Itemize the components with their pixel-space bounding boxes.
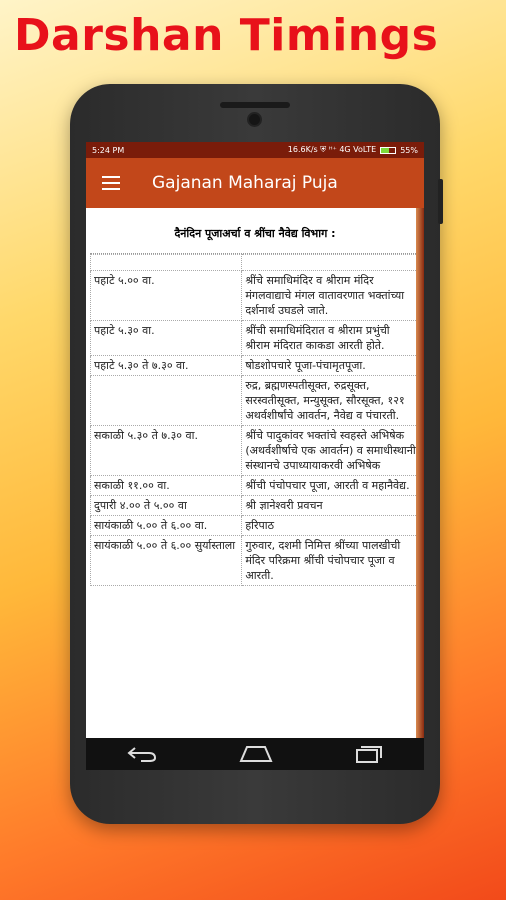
- activity-cell: गुरुवार, दशमी निमित्त श्रींच्या पालखीची मंदिर परिक्रमा श्रींची पंचोपचार पूजा व आरती.: [242, 536, 420, 586]
- activity-cell: श्रींचे समाधिमंदिर व श्रीराम मंदिर मंगलवाद्याचे मंगल वातावरणात भक्तांच्या दर्शनार्थ उघडले जाते.: [242, 271, 420, 321]
- activity-cell: रुद्र, ब्रह्मणस्पतीसूक्त, रुद्रसूक्त, सरस्वतीसूक्त, मन्युसूक्त, सौरसूक्त, १२१ अथर्वशीर्षांचे आवर्तन, नैवेद्य व पंचारती.: [242, 376, 420, 426]
- time-cell: पहाटे ५.०० वा.: [91, 271, 242, 321]
- table-row: [91, 476, 420, 496]
- table-row: [91, 356, 420, 376]
- status-bar: [86, 142, 424, 158]
- time-cell: पहाटे ५.३० वा.: [91, 321, 242, 356]
- time-cell: दुपारी ४.०० ते ५.०० वा: [91, 496, 242, 516]
- status-network: 16.6K/s ⛨ ᴴ⁺ 4G VoLTE: [287, 145, 377, 154]
- activity-cell: श्रींचे पादुकांवर भक्तांचे स्वहस्ते अभिषेक (अथर्वशीर्षाचे एक आवर्तन) व समाधीस्थानी संस्थानचे उपाध्यायाकरवी अभिषेक: [242, 426, 420, 476]
- phone-camera: [247, 112, 262, 127]
- home-icon[interactable]: [238, 745, 274, 763]
- recents-icon[interactable]: [355, 745, 383, 763]
- battery-percent: 55%: [400, 145, 418, 155]
- table-row: [91, 376, 420, 426]
- table-row: [91, 536, 420, 586]
- table-row: [91, 496, 420, 516]
- phone-speaker: [220, 102, 290, 108]
- battery-icon: [380, 147, 396, 154]
- status-indicators: [288, 145, 418, 155]
- table-row: [91, 516, 420, 536]
- activity-cell: श्रींची पंचोपचार पूजा, आरती व महानैवेद्य.: [242, 476, 420, 496]
- table-row: [91, 255, 420, 271]
- battery-fill: [381, 148, 389, 153]
- time-cell: सायंकाळी ५.०० ते ६.०० वा.: [91, 516, 242, 536]
- phone-screen: [86, 142, 424, 770]
- back-icon[interactable]: [127, 746, 157, 762]
- navigation-bar: [86, 738, 424, 770]
- timings-content[interactable]: [86, 208, 424, 738]
- table-row: [91, 321, 420, 356]
- table-row: [91, 426, 420, 476]
- activity-cell: श्री ज्ञानेश्वरी प्रवचन: [242, 496, 420, 516]
- table-row: [91, 271, 420, 321]
- time-cell: सकाळी ११.०० वा.: [91, 476, 242, 496]
- activity-cell: षोडशोपचारे पूजा-पंचामृतपूजा.: [242, 356, 420, 376]
- phone-side-button: [438, 179, 443, 224]
- activity-cell: हरिपाठ: [242, 516, 420, 536]
- time-cell: [91, 376, 242, 426]
- screen-edge-shadow: [416, 208, 424, 738]
- timings-table: [90, 254, 420, 586]
- status-time: 5:24 PM: [92, 145, 125, 155]
- time-cell: सकाळी ५.३० ते ७.३० वा.: [91, 426, 242, 476]
- phone-frame: [70, 84, 440, 824]
- time-cell: पहाटे ५.३० ते ७.३० वा.: [91, 356, 242, 376]
- time-cell: सायंकाळी ५.०० ते ६.०० सुर्यास्ताला: [91, 536, 242, 586]
- app-bar: [86, 158, 424, 208]
- section-heading: दैनंदिन पूजाअर्चा व श्रींचा नैवेद्य विभाग :: [90, 208, 420, 254]
- promo-headline: Darshan Timings: [14, 10, 439, 61]
- app-title: Gajanan Maharaj Puja: [152, 173, 338, 193]
- activity-cell: श्रींची समाधिमंदिरात व श्रीराम प्रभुंची श्रीराम मंदिरात काकडा आरती होते.: [242, 321, 420, 356]
- menu-icon[interactable]: [102, 176, 120, 190]
